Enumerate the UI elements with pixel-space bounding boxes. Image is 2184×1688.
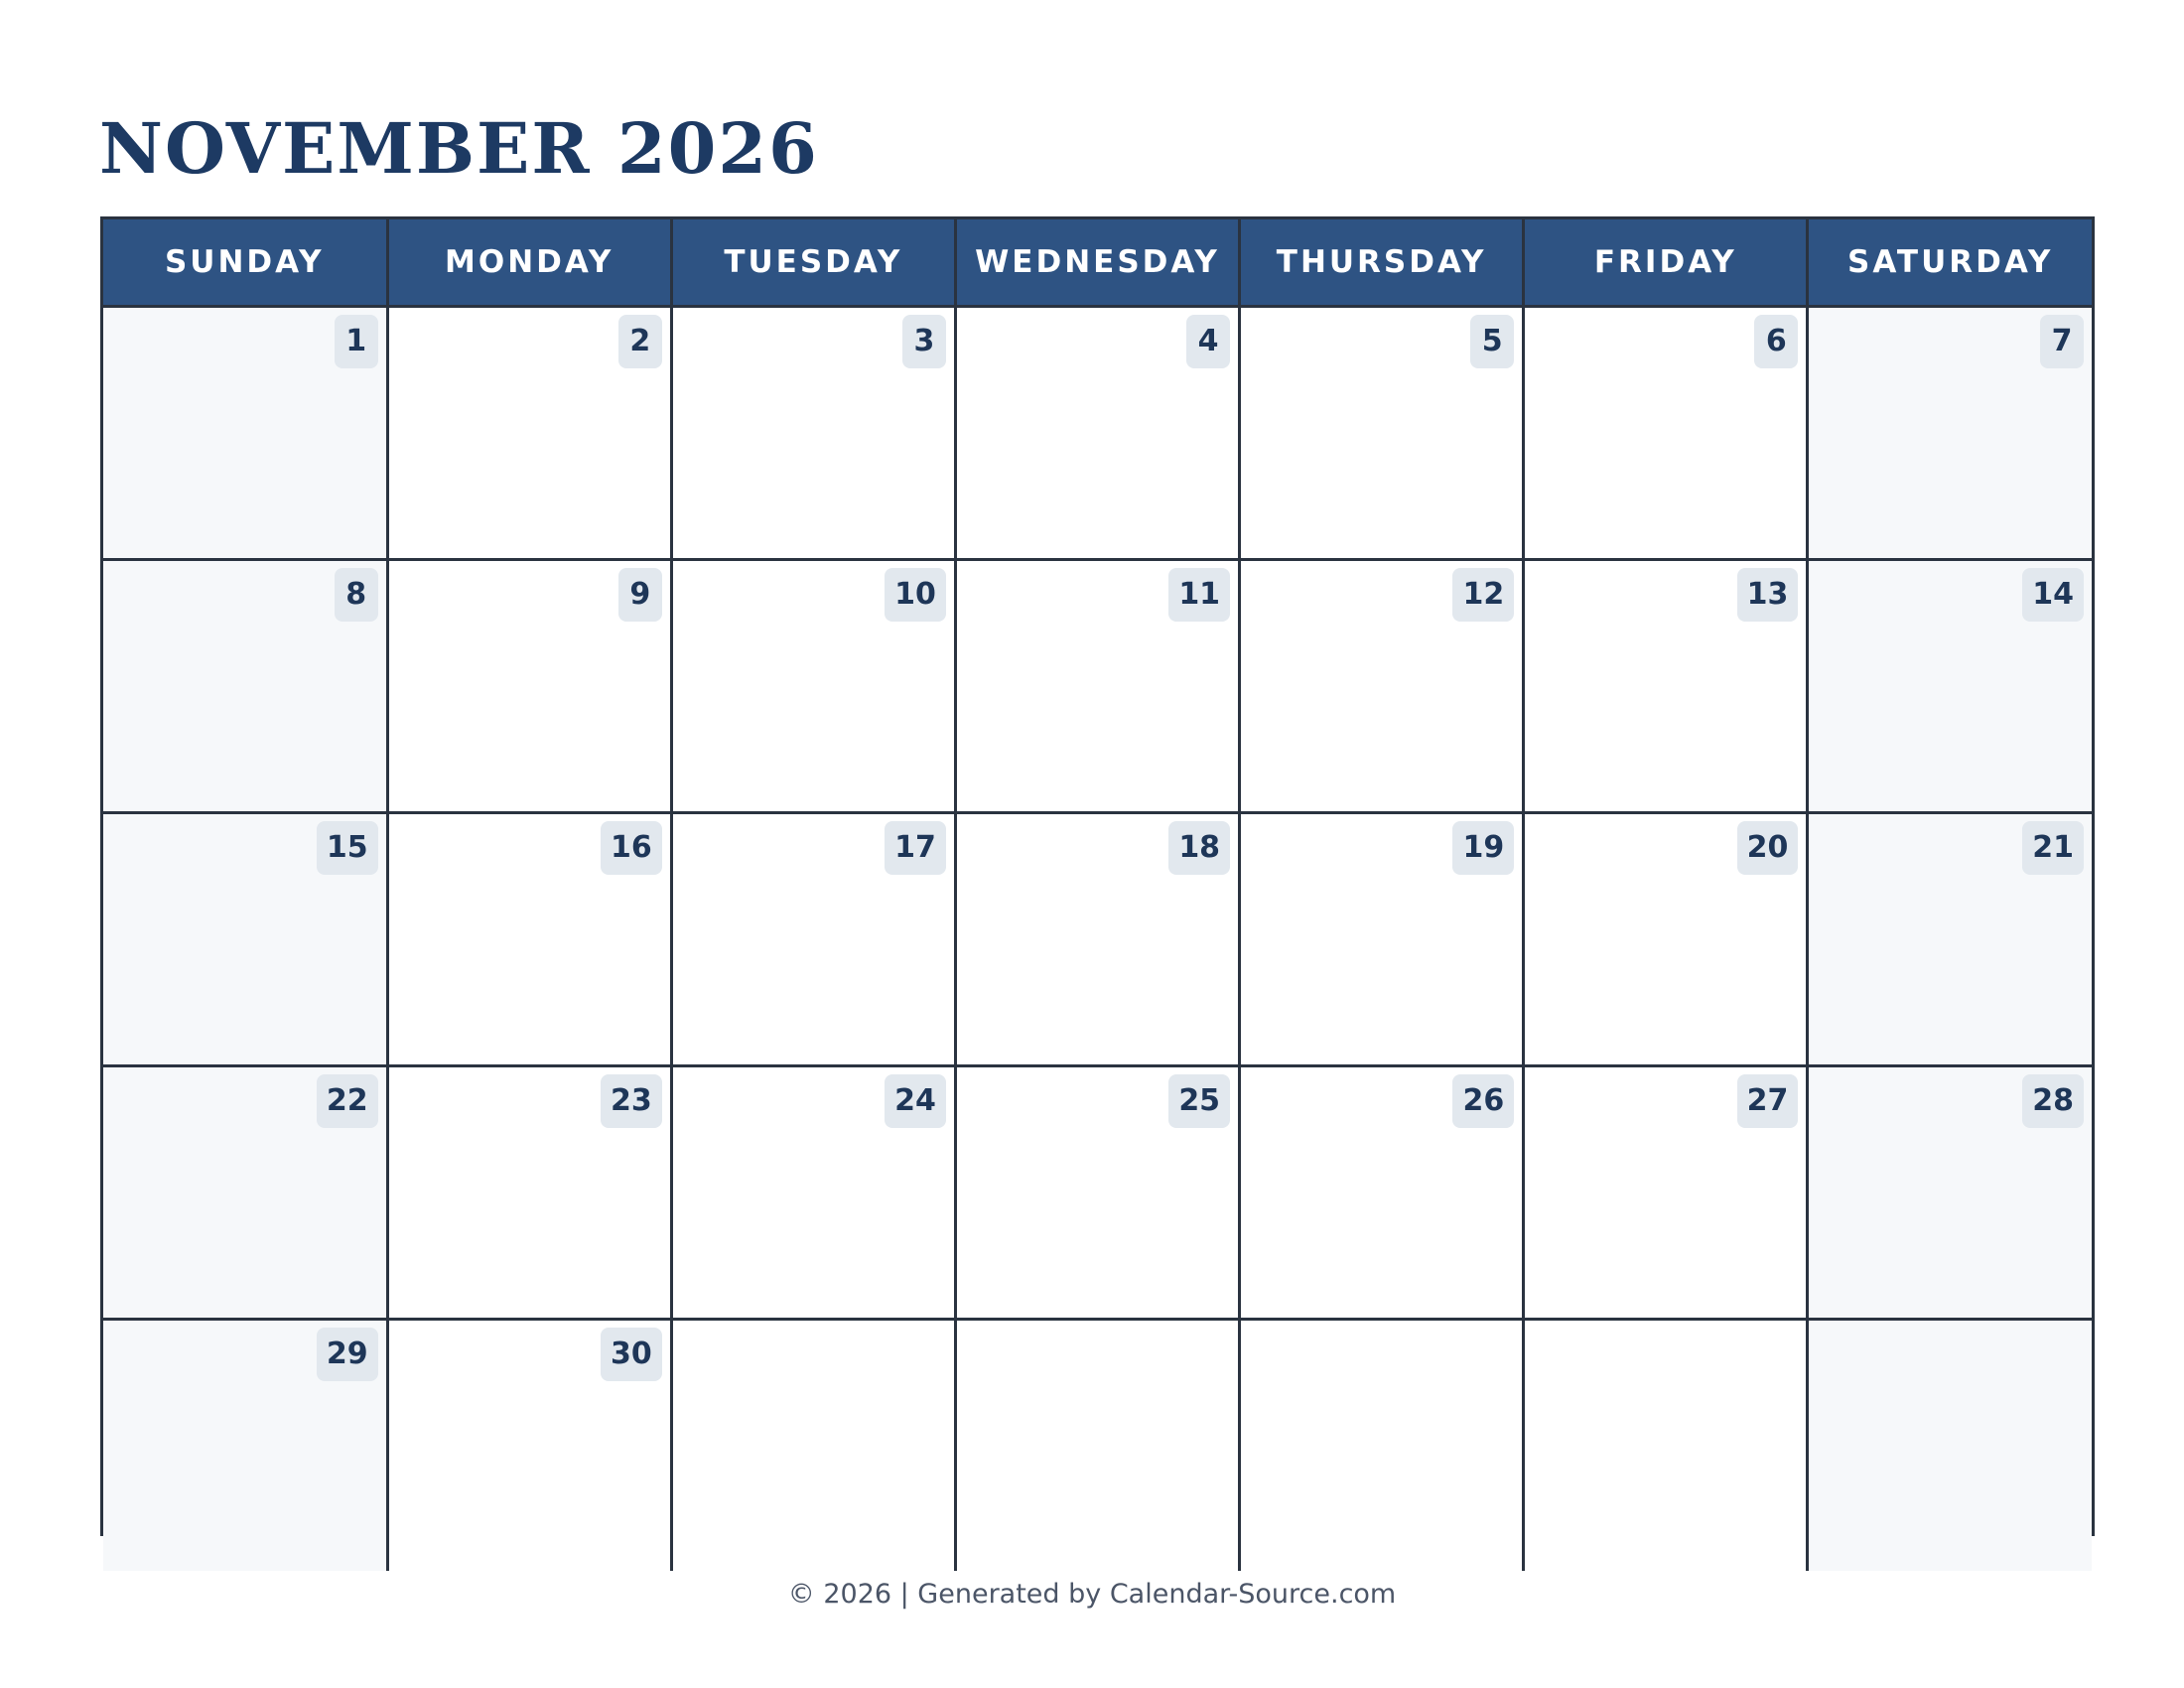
week-row xyxy=(103,1320,2092,1572)
day-number-badge: 30 xyxy=(601,1328,662,1381)
day-number-badge: 12 xyxy=(1452,568,1514,622)
day-cell[interactable] xyxy=(1240,560,1524,813)
day-number-badge: 16 xyxy=(601,821,662,875)
day-cell[interactable] xyxy=(1524,813,1808,1066)
weekday-header-friday: FRIDAY xyxy=(1524,219,1808,307)
weekday-header-monday: MONDAY xyxy=(387,219,671,307)
day-cell[interactable] xyxy=(1808,560,2092,813)
day-number-badge: 3 xyxy=(902,315,946,368)
day-cell[interactable] xyxy=(103,1320,387,1572)
day-cell[interactable] xyxy=(1240,1066,1524,1320)
day-cell[interactable] xyxy=(387,560,671,813)
empty-day-cell xyxy=(1524,1320,1808,1572)
day-number-badge: 17 xyxy=(885,821,946,875)
calendar-grid xyxy=(100,216,2095,1536)
day-cell[interactable] xyxy=(955,307,1239,560)
day-number-badge: 5 xyxy=(1470,315,1514,368)
day-number-badge: 14 xyxy=(2022,568,2084,622)
day-cell[interactable] xyxy=(387,307,671,560)
day-number-badge: 24 xyxy=(885,1074,946,1128)
calendar-table xyxy=(103,219,2092,1571)
day-cell[interactable] xyxy=(1524,307,1808,560)
day-number-badge: 21 xyxy=(2022,821,2084,875)
weekday-header-sunday: SUNDAY xyxy=(103,219,387,307)
day-number-badge: 11 xyxy=(1168,568,1230,622)
day-number-badge: 19 xyxy=(1452,821,1514,875)
day-cell[interactable] xyxy=(387,1320,671,1572)
day-cell[interactable] xyxy=(103,813,387,1066)
day-cell[interactable] xyxy=(1524,560,1808,813)
empty-day-cell xyxy=(1240,1320,1524,1572)
day-number-badge: 15 xyxy=(317,821,378,875)
weekday-header-tuesday: TUESDAY xyxy=(671,219,955,307)
day-number-badge: 1 xyxy=(335,315,378,368)
day-number-badge: 7 xyxy=(2040,315,2084,368)
day-number-badge: 25 xyxy=(1168,1074,1230,1128)
day-cell[interactable] xyxy=(671,1066,955,1320)
day-number-badge: 23 xyxy=(601,1074,662,1128)
day-cell[interactable] xyxy=(955,1066,1239,1320)
day-number-badge: 22 xyxy=(317,1074,378,1128)
day-cell[interactable] xyxy=(387,1066,671,1320)
weekday-header-wednesday: WEDNESDAY xyxy=(955,219,1239,307)
day-cell[interactable] xyxy=(1240,813,1524,1066)
day-cell[interactable] xyxy=(955,560,1239,813)
weekday-header-saturday: SATURDAY xyxy=(1808,219,2092,307)
day-cell[interactable] xyxy=(1524,1066,1808,1320)
day-cell[interactable] xyxy=(1808,307,2092,560)
day-number-badge: 10 xyxy=(885,568,946,622)
day-cell[interactable] xyxy=(671,813,955,1066)
day-cell[interactable] xyxy=(955,813,1239,1066)
day-number-badge: 20 xyxy=(1737,821,1799,875)
day-number-badge: 4 xyxy=(1186,315,1230,368)
day-number-badge: 27 xyxy=(1737,1074,1799,1128)
day-number-badge: 29 xyxy=(317,1328,378,1381)
day-number-badge: 26 xyxy=(1452,1074,1514,1128)
day-cell[interactable] xyxy=(671,560,955,813)
week-row xyxy=(103,1066,2092,1320)
day-number-badge: 2 xyxy=(618,315,662,368)
day-number-badge: 13 xyxy=(1737,568,1799,622)
day-cell[interactable] xyxy=(1808,813,2092,1066)
page-title: NOVEMBER 2026 xyxy=(99,107,819,190)
empty-day-cell xyxy=(955,1320,1239,1572)
day-cell[interactable] xyxy=(671,307,955,560)
empty-day-cell xyxy=(671,1320,955,1572)
day-number-badge: 28 xyxy=(2022,1074,2084,1128)
weekday-header-thursday: THURSDAY xyxy=(1240,219,1524,307)
day-cell[interactable] xyxy=(103,307,387,560)
week-row xyxy=(103,307,2092,560)
week-row xyxy=(103,560,2092,813)
day-number-badge: 9 xyxy=(618,568,662,622)
footer-credit: © 2026 | Generated by Calendar-Source.com xyxy=(787,1579,1397,1610)
day-number-badge: 18 xyxy=(1168,821,1230,875)
day-cell[interactable] xyxy=(103,560,387,813)
empty-day-cell xyxy=(1808,1320,2092,1572)
day-cell[interactable] xyxy=(103,1066,387,1320)
day-cell[interactable] xyxy=(387,813,671,1066)
day-number-badge: 8 xyxy=(335,568,378,622)
day-cell[interactable] xyxy=(1808,1066,2092,1320)
weekday-header-row xyxy=(103,219,2092,307)
day-number-badge: 6 xyxy=(1754,315,1798,368)
day-cell[interactable] xyxy=(1240,307,1524,560)
week-row xyxy=(103,813,2092,1066)
